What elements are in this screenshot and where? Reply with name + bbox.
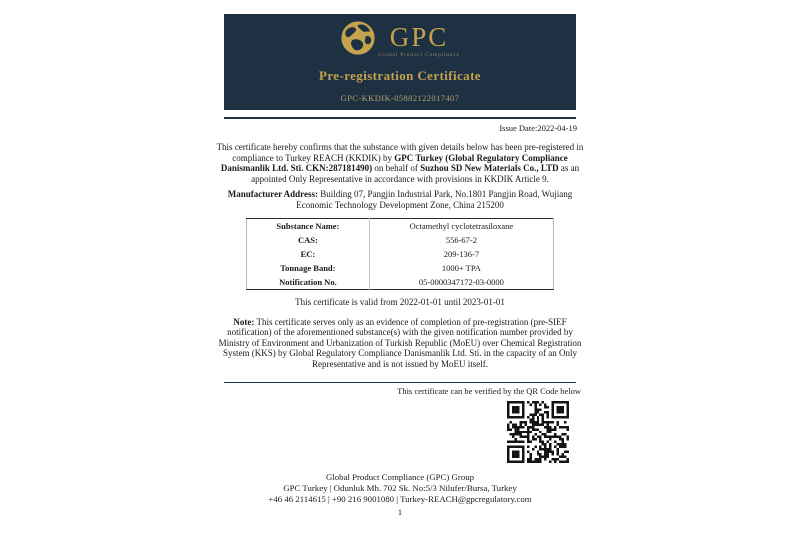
certificate-title: Pre-registration Certificate [319, 68, 481, 83]
footer [215, 472, 585, 518]
table-row [247, 218, 554, 233]
manufacturer-address [215, 189, 585, 210]
footer-address: GPC Turkey | Odunluk Mh. 702 Sk. No:5/3 Nilufer/Bursa, Turkey [283, 483, 517, 494]
intro-text: as an appointed Only Representative in accordance with provisions in KKDIK Article 9. [251, 163, 580, 184]
footer-contacts: +46 46 2114615 | +90 216 9001080 | Turkey-REACH@gpcregulatory.com [268, 494, 532, 505]
table-row [247, 261, 554, 275]
intro-paragraph [215, 142, 585, 184]
qr-caption: This certificate can be verified by the QR Code below [397, 386, 581, 397]
cas-value: 556-67-2 [445, 234, 477, 245]
table-row [247, 233, 554, 247]
certificate-document [215, 0, 585, 518]
footer-divider [224, 382, 576, 384]
cas-label: CAS: [247, 233, 370, 247]
ec-value: 209-136-7 [443, 248, 480, 259]
certificate-number: GPC-KKDIK-05882122017407 [340, 93, 460, 103]
notification-no-value: 05-0000347172-03-0000 [418, 276, 504, 287]
ec-label: EC: [247, 247, 370, 261]
qr-section [215, 401, 585, 463]
page-number: 1 [397, 506, 403, 517]
logo-wordmark [378, 23, 459, 58]
manufacturer-address-label: Manufacturer Address: [227, 189, 319, 200]
issue-date: Issue Date:2022-04-19 [499, 123, 577, 133]
certificate-header [224, 14, 576, 110]
substance-table [246, 218, 554, 290]
logo-text: GPC [389, 22, 449, 52]
gpc-logo [224, 20, 576, 61]
manufacturer-address-value: Building 07, Pangjin Industrial Park, No.1801 Pangjin Road, Wujiang Economic Technology Development Zone, China 215200 [296, 189, 573, 210]
intro-text: on behalf of [372, 163, 421, 174]
note-text: This certificate serves only as an evidence of completion of pre-registration (pre-SIEF notification) of the aforementioned substance(s) with the given notification number provided by Ministry of Environment and Urbanization of Turkish Republic (MoEU) over Chemical Registration System (KKS) by Global Regulatory Compliance Danismanlik Ltd. Sti. in the capacity of an Only Representative and is not issued by MoEU itself. [218, 316, 582, 369]
intro-text: This certificate hereby confirms that the substance with given details below has been pre-registered in compliance to Turkey REACH (KKDIK) by [216, 142, 584, 163]
substance-name-label: Substance Name: [247, 218, 370, 233]
logo-subtitle: Global Product Compliance [378, 52, 460, 58]
footer-group-name: Global Product Compliance (GPC) Group [325, 472, 475, 483]
note-paragraph [215, 317, 585, 370]
or-company-name: GPC Turkey (Global Regulatory Compliance Danismanlik Ltd. Sti. CKN:287181490) [220, 152, 568, 174]
substance-name-value: Octamethyl cyclotetrasiloxane [409, 220, 514, 231]
qr-code [507, 401, 569, 463]
tonnage-band-label: Tonnage Band: [247, 261, 370, 275]
note-label: Note: [233, 316, 255, 327]
tonnage-band-value: 1000+ TPA [441, 262, 481, 273]
notification-no-label: Notification No. [247, 275, 370, 290]
header-divider [224, 117, 576, 119]
table-row [247, 247, 554, 261]
manufacturer-name: Suzhou SD New Materials Co., LTD [420, 163, 559, 174]
table-row [247, 275, 554, 290]
globe-icon [340, 20, 376, 61]
validity-statement: This certificate is valid from 2022-01-01 until 2023-01-01 [295, 296, 505, 307]
